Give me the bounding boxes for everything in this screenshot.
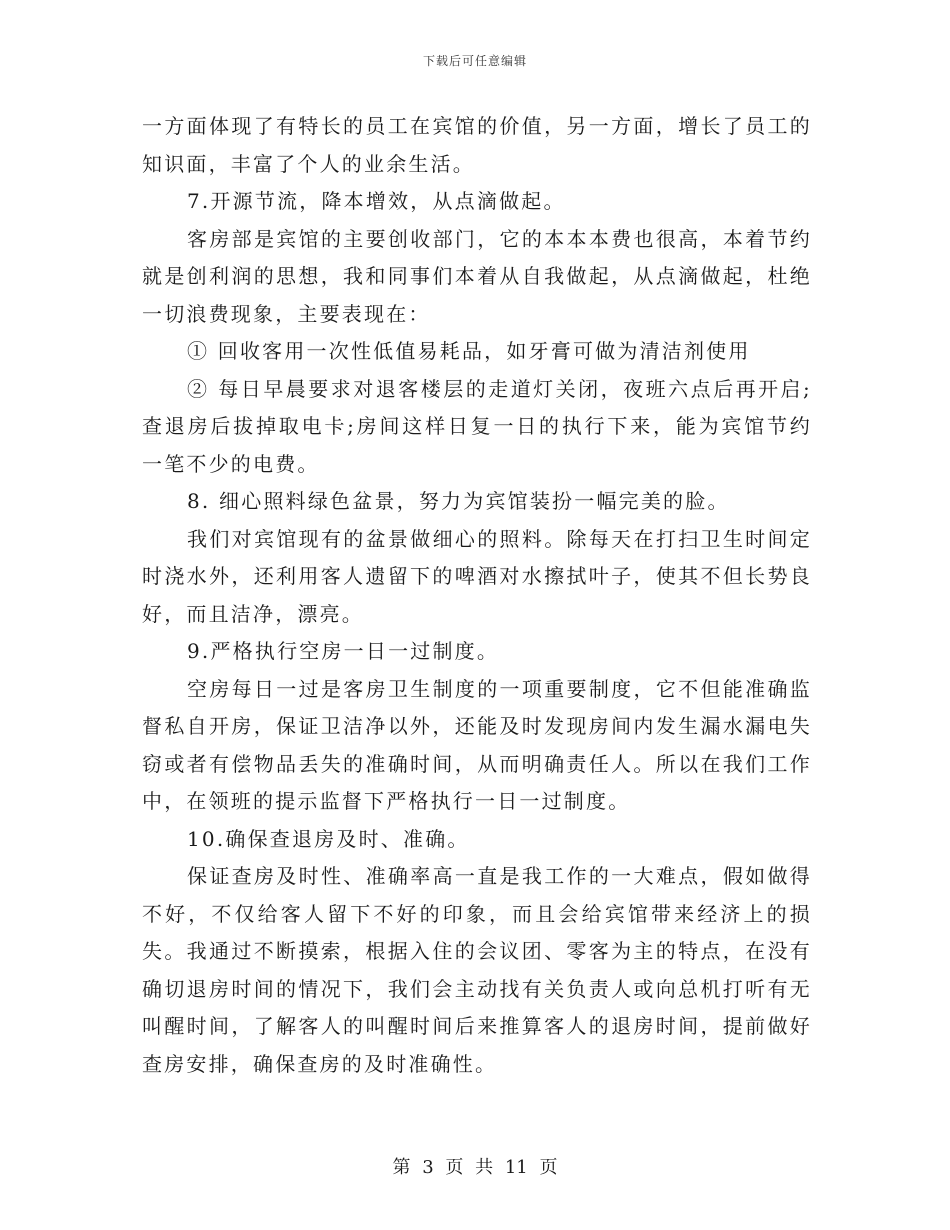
paragraph-6-heading: 8. 细心照料绿色盆景，努力为宾馆装扮一幅完美的脸。 [187,489,730,513]
page-header: 下载后可任意编辑 [422,54,527,68]
paragraph-2-heading: 7.开源节流，降本增效，从点滴做起。 [187,189,566,213]
page-footer: 第 3 页 共 11 页 [392,1157,558,1178]
paragraph-9: 空房每日一过是客房卫生制度的一项重要制度，它不但能准确监督私自开房，保证卫洁净以外，还能及时发现房间内发生漏水漏电失窃或者有偿物品丢失的准确时间，从而明确责任人。所以在我们工作中，在领班的提示监督下严格执行一日一过制度。 [142,676,812,813]
paragraph-3: 客房部是宾馆的主要创收部门，它的本本本费也很高，本着节约就是创利润的思想，我和同事们本着从自我做起，从点滴做起，杜绝一切浪费现象，主要表现在： [142,226,812,326]
paragraph-10-heading: 10.确保查退房及时、准确。 [187,826,470,851]
paragraph-11: 保证查房及时性、准确率高一直是我工作的一大难点，假如做得不好，不仅给客人留下不好的印象，而且会给宾馆带来经济上的损失。我通过不断摸索，根据入住的会议团、零客为主的特点，在没有确切退房时间的情况下，我们会主动找有关负责人或向总机打听有无叫醒时间，了解客人的叫醒时间后来推算客人的退房时间，提前做好查房安排，确保查房的及时准确性。 [142,864,812,1076]
document-body [142,108,812,1083]
paragraph-1: 一方面体现了有特长的员工在宾馆的价值，另一方面，增长了员工的知识面，丰富了个人的业余生活。 [142,114,812,176]
paragraph-7: 我们对宾馆现有的盆景做细心的照料。除每天在打扫卫生时间定时浇水外，还利用客人遗留下的啤酒对水擦拭叶子，使其不但长势良好，而且洁净，漂亮。 [142,526,812,626]
paragraph-8-heading: 9.严格执行空房一日一过制度。 [187,639,500,663]
paragraph-5-list-item: ② 每日早晨要求对退客楼层的走道灯关闭，夜班六点后再开启;查退房后拔掉取电卡;房间这样日复一日的执行下来，能为宾馆节约一笔不少的电费。 [142,376,812,476]
paragraph-4-list-item: ① 回收客用一次性低值易耗品，如牙膏可做为清洁剂使用 [187,339,751,363]
